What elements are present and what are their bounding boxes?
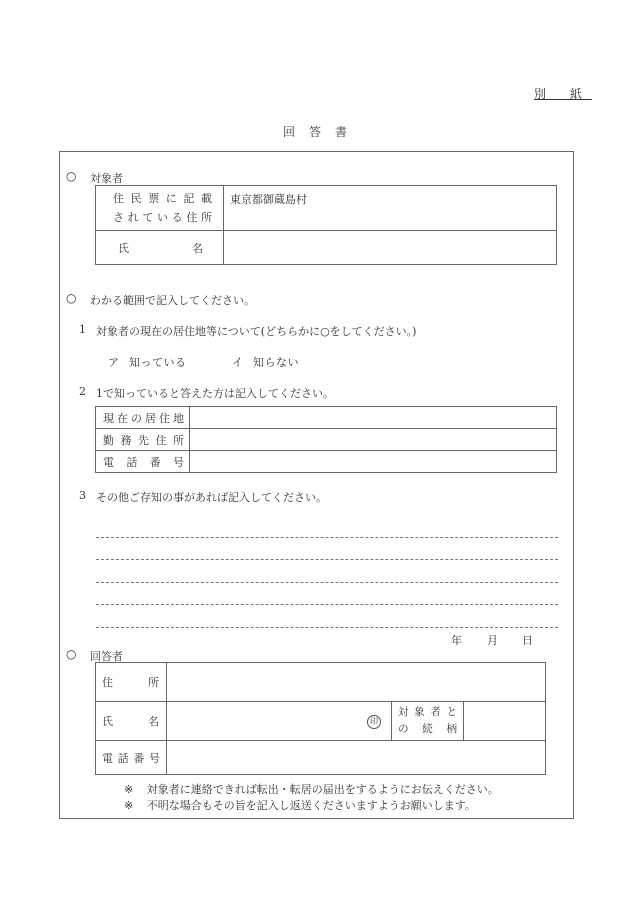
respondent-heading: 回答者 — [90, 650, 123, 663]
subject-address-row — [96, 186, 557, 231]
date-day-label: 日 — [522, 634, 533, 647]
subject-address-field[interactable]: 東京都御蔵島村 — [224, 186, 557, 231]
subject-heading: 対象者 — [90, 172, 123, 185]
notes — [124, 782, 499, 814]
q3-answer-line[interactable] — [96, 582, 558, 583]
respondent-phone-row — [96, 741, 546, 775]
subject-name-field[interactable] — [224, 231, 557, 265]
q2-row-label: 勤務先住所 — [96, 429, 190, 451]
phone-number-field[interactable] — [190, 451, 557, 473]
option-a-label[interactable]: 知っている — [129, 356, 187, 369]
q2-row-label: 現在の居住地 — [96, 407, 190, 429]
respondent-phone-field[interactable] — [167, 741, 546, 775]
relation-label: 対象者と の 続 柄 — [392, 702, 464, 741]
respondent-address-field[interactable] — [167, 663, 546, 702]
option-b-label[interactable]: 知らない — [253, 356, 299, 369]
respondent-name-label: 氏 名 — [96, 702, 167, 741]
bullet-circle-icon: ○ — [66, 291, 77, 305]
subject-table — [95, 185, 557, 265]
respondent-address-row — [96, 663, 546, 702]
respondent-table — [95, 662, 546, 775]
q3-answer-line[interactable] — [96, 559, 558, 560]
relation-field[interactable] — [464, 702, 546, 741]
q2-text: 1で知っていると答えた方は記入してください。 — [96, 387, 334, 400]
q3-text: その他ご存知の事があれば記入してください。 — [96, 491, 327, 504]
option-a-mark: ア — [108, 356, 119, 369]
respondent-address-label: 住 所 — [96, 663, 167, 702]
respondent-name-field[interactable] — [167, 702, 392, 741]
instructions-text: わかる範囲で記入してください。 — [90, 294, 255, 307]
address-label-line2: されている住所 — [113, 211, 213, 224]
q2-row — [96, 429, 557, 451]
q3-answer-line[interactable] — [96, 627, 558, 628]
attachment-label: 別 紙 — [534, 87, 592, 101]
q3-answer-line[interactable] — [96, 537, 558, 538]
subject-address-label — [96, 186, 224, 231]
q3-answer-line[interactable] — [96, 604, 558, 605]
bullet-circle-icon: ○ — [66, 647, 77, 661]
note-item: ※ 対象者に連絡できれば転出・転居の届出をするようにお伝えください。 — [124, 783, 499, 796]
q2-row — [96, 451, 557, 473]
note-mark-icon: ※ — [124, 799, 134, 812]
address-label-line1: 住民票に記載 — [113, 192, 213, 205]
name-label-right: 名 — [192, 241, 203, 255]
note-item: ※ 不明な場合もその旨を記入し返送くださいますようお願いします。 — [124, 799, 476, 812]
workplace-address-field[interactable] — [190, 429, 557, 451]
current-residence-field[interactable] — [190, 407, 557, 429]
option-b-mark: イ — [232, 356, 243, 369]
date-month-label: 月 — [487, 634, 498, 647]
respondent-phone-label: 電話番号 — [96, 741, 167, 775]
seal-icon: 印 — [367, 715, 381, 729]
respondent-name-row — [96, 702, 546, 741]
subject-name-label — [96, 231, 224, 265]
q1-number: 1 — [79, 323, 86, 336]
name-label-left: 氏 — [118, 241, 129, 255]
q2-table — [95, 406, 557, 473]
date-year-label: 年 — [451, 634, 462, 647]
bullet-circle-icon: ○ — [66, 169, 77, 183]
subject-name-row — [96, 231, 557, 265]
note-mark-icon: ※ — [124, 783, 134, 796]
q2-row-label: 電話番号 — [96, 451, 190, 473]
q3-number: 3 — [79, 489, 86, 502]
document-title: 回答書 — [282, 125, 361, 139]
q1-text: 対象者の現在の居住地等について(どちらかに○をしてください。) — [96, 325, 417, 338]
q2-row — [96, 407, 557, 429]
q2-number: 2 — [79, 385, 86, 398]
